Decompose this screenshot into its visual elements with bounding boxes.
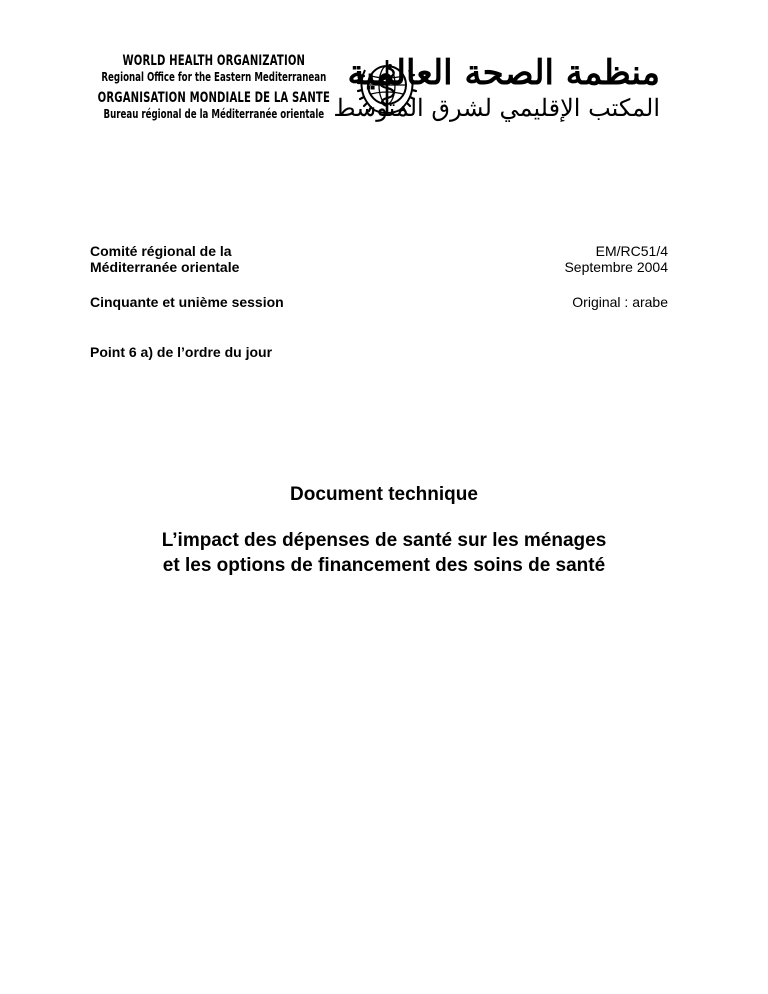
original-language: Original : arabe xyxy=(572,294,668,310)
letterhead xyxy=(90,54,670,136)
document-title xyxy=(0,528,768,578)
office-name-french: Bureau régional de la Méditerranée orientale xyxy=(103,107,325,121)
meta-row-committee xyxy=(90,243,668,277)
document-title-line-2: et les options de financement des soins de santé xyxy=(162,555,606,576)
doc-ref-number: EM/RC51/4 xyxy=(595,243,668,259)
committee-name xyxy=(90,243,239,275)
office-name-arabic: المكتب الإقليمي لشرق المتوسط xyxy=(333,94,660,123)
session-name: Cinquante et unième session xyxy=(90,294,284,310)
document-title-line-1: L’impact des dépenses de santé sur les ménages xyxy=(161,530,607,551)
committee-line-1: Comité régional de la xyxy=(90,243,232,259)
agenda-item: Point 6 a) de l’ordre du jour xyxy=(90,344,273,360)
letterhead-arabic xyxy=(333,53,660,123)
org-name-french: ORGANISATION MONDIALE DE LA SANTE xyxy=(97,90,330,106)
org-name-english: WORLD HEALTH ORGANIZATION xyxy=(122,53,306,69)
doc-date: Septembre 2004 xyxy=(564,259,668,275)
org-name-arabic: منظمة الصحة العالمية xyxy=(347,53,660,93)
committee-line-2: Méditerranée orientale xyxy=(90,259,240,275)
meta-row-agenda xyxy=(90,344,668,362)
doc-reference xyxy=(564,243,668,275)
document-type-heading: Document technique xyxy=(290,484,478,505)
office-name-english: Regional Office for the Eastern Mediterranean xyxy=(101,70,327,84)
letterhead-latin xyxy=(90,54,338,120)
meta-row-session xyxy=(90,294,668,312)
